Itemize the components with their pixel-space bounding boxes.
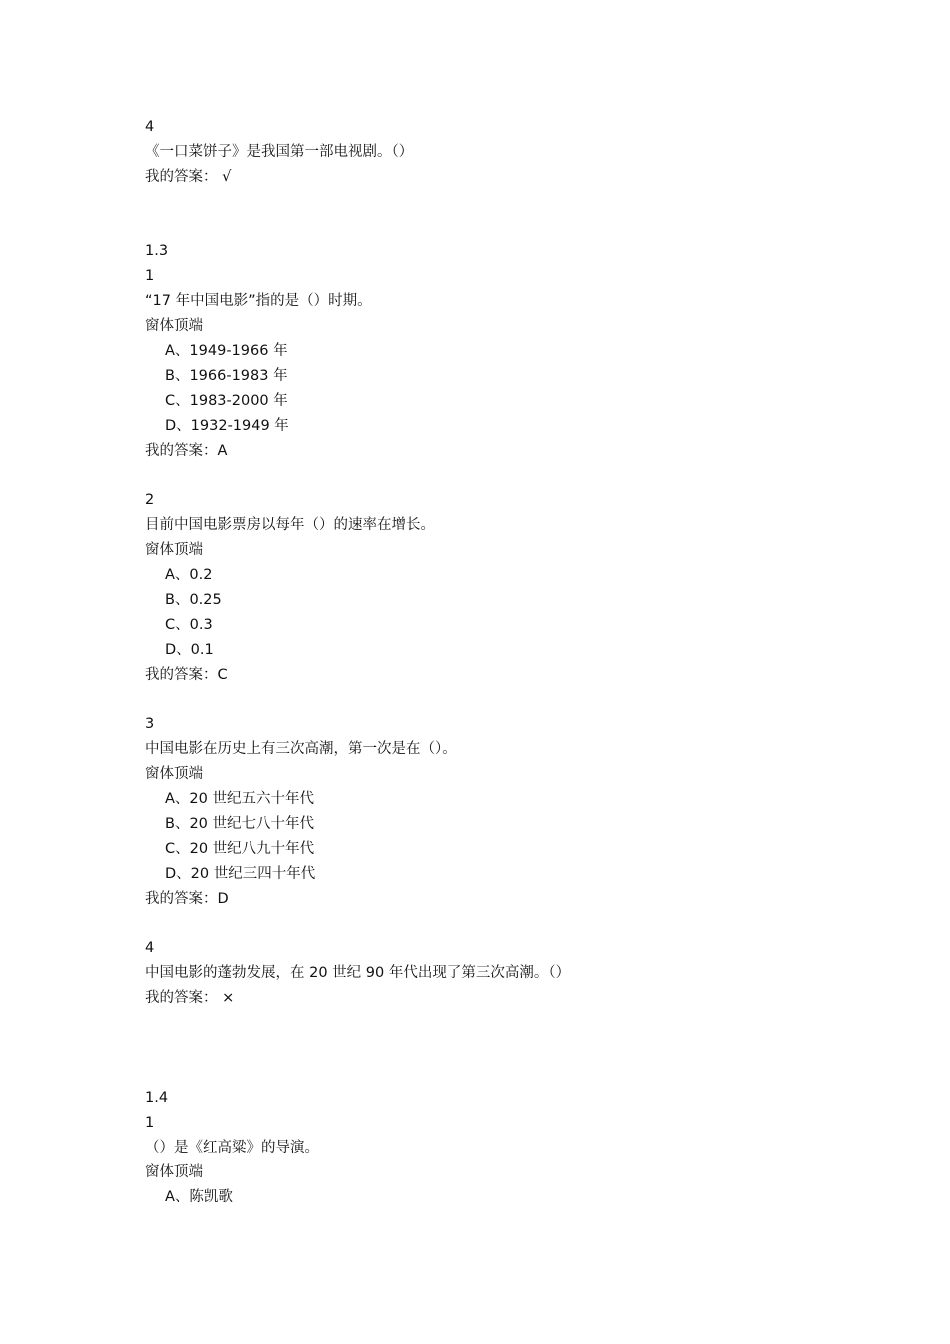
text-line: 4 [145, 119, 155, 135]
answer-option: D、20 世纪三四十年代 [165, 865, 316, 882]
answer-option: B、20 世纪七八十年代 [165, 815, 315, 832]
blank-line [145, 1036, 885, 1061]
answer-option: C、0.3 [165, 616, 213, 633]
document-page [145, 115, 885, 1210]
blank-line [145, 1011, 885, 1036]
text-line: 中国电影的蓬勃发展，在 20 世纪 90 年代出现了第三次高潮。（） [145, 965, 571, 982]
blank-line [145, 215, 885, 240]
answer-option: D、0.1 [165, 641, 214, 658]
answer-option: B、0.25 [165, 591, 222, 608]
text-line: 2 [145, 492, 155, 509]
text-line: 窗体顶端 [145, 1164, 203, 1181]
blank-line [145, 463, 885, 488]
answer-option: D、1932-1949 年 [165, 417, 289, 434]
text-line: 4 [145, 940, 155, 957]
text-line: 我的答案：D [145, 890, 229, 907]
text-line: 我的答案： × [145, 990, 235, 1007]
text-line: 窗体顶端 [145, 542, 203, 559]
text-line: “17 年中国电影”指的是（）时期。 [145, 293, 372, 310]
text-line: （）是《红高粱》的导演。 [145, 1139, 319, 1156]
blank-line [145, 912, 885, 937]
answer-option: A、0.2 [165, 567, 213, 584]
text-line: 《一口菜饼子》是我国第一部电视剧。（） [145, 143, 414, 160]
text-line: 目前中国电影票房以每年（）的速率在增长。 [145, 517, 435, 534]
answer-option: C、1983-2000 年 [165, 392, 288, 409]
blank-line [145, 1061, 885, 1086]
text-line: 我的答案：C [145, 666, 228, 683]
answer-option: A、1949-1966 年 [165, 343, 288, 360]
text-line: 中国电影在历史上有三次高潮，第一次是在（）。 [145, 741, 457, 758]
answer-option: A、20 世纪五六十年代 [165, 791, 314, 808]
blank-line [145, 190, 885, 215]
text-line: 1 [145, 1114, 155, 1131]
text-line: 1.4 [145, 1089, 169, 1106]
text-line: 我的答案：A [145, 442, 228, 459]
answer-option: C、20 世纪八九十年代 [165, 840, 315, 857]
blank-line [145, 687, 885, 712]
answer-option: B、1966-1983 年 [165, 367, 288, 384]
text-line: 3 [145, 716, 155, 733]
answer-option: A、陈凯歌 [165, 1189, 233, 1206]
text-line: 1 [145, 268, 155, 285]
text-line: 窗体顶端 [145, 766, 203, 783]
text-line: 1.3 [145, 243, 169, 260]
text-line: 我的答案： √ [145, 168, 232, 185]
text-line: 窗体顶端 [145, 318, 203, 335]
